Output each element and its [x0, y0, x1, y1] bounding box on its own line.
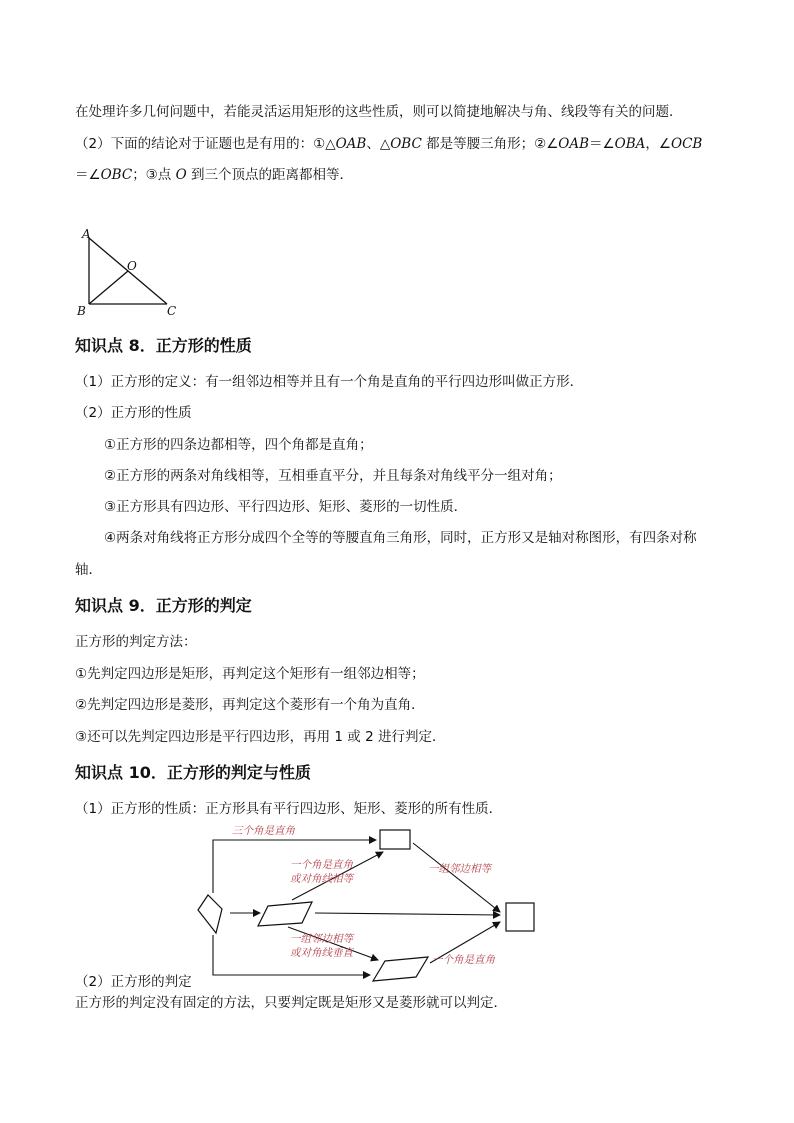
- square-judgement-flow-diagram: [180, 815, 550, 990]
- label-b: B: [77, 304, 86, 318]
- label-adjacent-sides-equal-2: 一组邻边相等: [290, 933, 353, 945]
- math-obc: OBC: [390, 136, 422, 152]
- label-one-right-angle-2: 一个角是直角: [432, 954, 495, 966]
- square-judgement-text: 正方形的判定没有固定的方法，只要判定既是矩形又是菱形就可以判定．: [75, 995, 507, 1011]
- text-segment: ；③点: [132, 167, 176, 183]
- square-properties-title: （2）正方形的性质: [75, 405, 192, 421]
- square-all-properties: （1）正方形的性质：正方形具有平行四边形、矩形、菱形的所有性质．: [75, 801, 503, 817]
- right-triangle-figure: [70, 222, 190, 322]
- paragraph-conclusions-cont: [75, 165, 353, 185]
- math-obc-angle: OBC: [100, 167, 133, 183]
- judgement-method-3: ③还可以先判定四边形是平行四边形，再用 1 或 2 进行判定．: [75, 729, 446, 745]
- text-segment: ，∠: [645, 136, 672, 152]
- segment-bo: [89, 271, 128, 304]
- square-property-1: ①正方形的四条边都相等，四个角都是直角；: [104, 437, 373, 453]
- square-judgement-title: （2）正方形的判定: [75, 974, 192, 990]
- square-property-4-cont: 轴．: [75, 562, 102, 578]
- arrow-rectangle-to-square: [413, 843, 500, 912]
- math-ocb-angle: OCB: [671, 136, 703, 152]
- text-segment: ＝∠: [589, 136, 615, 152]
- square-property-2: ②正方形的两条对角线相等，互相垂直平分，并且每条对角线平分一组对角；: [104, 468, 562, 484]
- paragraph-conclusions: [75, 134, 702, 154]
- math-oba-angle: OBA: [614, 136, 646, 152]
- text-segment: 、△: [366, 136, 391, 152]
- arrow-parallelogram-to-square: [315, 913, 500, 915]
- section-9-heading: 知识点 9．正方形的判定: [75, 596, 252, 615]
- rectangle-shape: [380, 830, 410, 849]
- section-10-heading: 知识点 10．正方形的判定与性质: [75, 763, 311, 782]
- label-equal-diagonals: 或对角线相等: [290, 873, 353, 885]
- label-c: C: [167, 304, 177, 318]
- math-oab: OAB: [335, 136, 367, 152]
- label-one-right-angle: 一个角是直角: [290, 859, 353, 871]
- text-segment: ＝∠: [75, 167, 101, 183]
- rhombus-shape: [373, 957, 428, 981]
- judgement-method-1: ①先判定四边形是矩形，再判定这个矩形有一组邻边相等；: [75, 666, 425, 682]
- text-segment: 都是等腰三角形；②∠: [421, 136, 559, 152]
- text-segment: （2）下面的结论对于证题也是有用的：①△: [75, 136, 336, 152]
- math-point-o: O: [175, 167, 187, 183]
- square-property-3: ③正方形具有四边形、平行四边形、矩形、菱形的一切性质．: [104, 499, 468, 515]
- label-perpendicular-diagonals: 或对角线垂直: [290, 947, 353, 959]
- label-a: A: [82, 227, 91, 241]
- square-shape: [506, 903, 534, 931]
- label-adjacent-sides-equal: 一组邻边相等: [428, 863, 491, 875]
- math-oab-angle: OAB: [558, 136, 590, 152]
- text-segment: 到三个顶点的距离都相等．: [186, 167, 353, 183]
- label-three-right-angles: 三个角是直角: [232, 825, 295, 837]
- paragraph-rect-usage: 在处理许多几何问题中，若能灵活运用矩形的这些性质，则可以简捷地解决与角、线段等有关的问题．: [75, 104, 683, 120]
- label-o: O: [127, 259, 137, 273]
- judgement-method-2: ②先判定四边形是菱形，再判定这个菱形有一个角为直角．: [75, 697, 425, 713]
- section-8-heading: 知识点 8．正方形的性质: [75, 336, 252, 355]
- quadrilateral-shape: [198, 895, 222, 933]
- judgement-intro: 正方形的判定方法：: [75, 634, 197, 650]
- parallelogram-shape: [258, 902, 312, 926]
- square-property-4: ④两条对角线将正方形分成四个全等的等腰直角三角形，同时，正方形又是轴对称图形，有四条对称: [104, 530, 697, 546]
- square-definition: （1）正方形的定义：有一组邻边相等并且有一个角是直角的平行四边形叫做正方形．: [75, 374, 584, 390]
